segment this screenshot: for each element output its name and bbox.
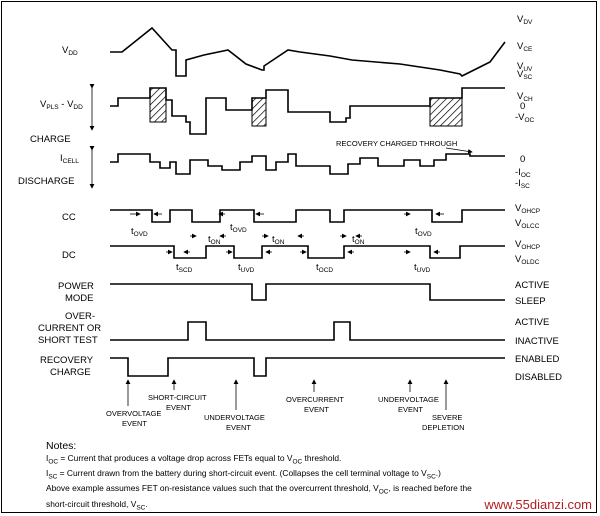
event-short-circuit-1: SHORT-CIRCUIT	[148, 393, 207, 402]
event-overcurrent-2: EVENT	[304, 405, 330, 414]
event-undervoltage-a1: UNDERVOLTAGE	[204, 413, 265, 422]
vsc-label: $V_{SC}$	[517, 69, 533, 81]
recovery-label-1: RECOVERY	[40, 355, 94, 366]
event-overvoltage-2: EVENT	[122, 419, 148, 428]
event-depletion-2: DEPLETION	[422, 423, 465, 432]
vohcp-dc-label: $V_{OHCP}$	[515, 239, 541, 251]
watermark: www.55dianzi.com	[484, 497, 592, 512]
t-ovd-label-1: $t_{OVD}$	[131, 226, 148, 238]
charge-label: CHARGE	[30, 134, 71, 145]
recovery-label-2: CHARGE	[50, 367, 91, 378]
t-on-label-1: $t_{ON}$	[208, 234, 221, 246]
notes-heading: Notes:	[46, 440, 77, 452]
enabled-label: ENABLED	[515, 354, 560, 365]
t-ovd-label-3: $t_{OVD}$	[415, 226, 432, 238]
oc-test-waveform	[110, 322, 505, 340]
note-assumption-2: short-circuit threshold, $V_{SC}$.	[46, 498, 148, 512]
vpls-vdd-label: $V_{PLS} - V_{DD}$	[40, 99, 83, 111]
event-overvoltage-1: OVERVOLTAGE	[106, 409, 162, 418]
icell-waveform	[110, 154, 505, 174]
ioc-label: $-I_{OC}$	[515, 167, 531, 179]
voc-label: $-V_{OC}$	[515, 112, 535, 124]
active-oc-label: ACTIVE	[515, 317, 550, 328]
cc-waveform	[110, 210, 505, 222]
note-assumption-1: Above example assumes FET on-resistance values such that the overcurrent threshold, $V_{OC}$, is reached before the	[46, 483, 472, 497]
vce-label: $V_{CE}$	[517, 41, 533, 53]
vuv-label: $V_{UV}$	[517, 61, 533, 73]
sleep-label: SLEEP	[515, 296, 546, 307]
vdd-label: $V_{DD}$	[62, 45, 78, 57]
event-undervoltage-b2: EVENT	[398, 405, 424, 414]
hatch-depletion	[430, 98, 462, 126]
note-isc: $I_{SC}$ = Current drawn from the battery during short-circuit event. (Collapses the cell terminal voltage to $V_{SC}$.)	[46, 468, 441, 481]
vohcp-cc-label: $V_{OHCP}$	[515, 203, 541, 215]
recovery-waveform	[110, 358, 505, 376]
t-on-label-2: $t_{ON}$	[272, 234, 285, 246]
t-on-label-3: $t_{ON}$	[352, 234, 365, 246]
t-ovd-label-2: $t_{OVD}$	[230, 222, 247, 234]
voldc-label: $V_{OLDC}$	[515, 254, 540, 266]
t-scd-label: $t_{SCD}$	[176, 262, 193, 274]
t-uvd-label-1: $t_{UVD}$	[238, 262, 255, 274]
event-undervoltage-b1: UNDERVOLTAGE	[378, 395, 439, 404]
t-ocd-label: $t_{OCD}$	[316, 262, 334, 274]
icell-label: $I_{CELL}$	[60, 153, 79, 165]
power-mode-label-1: POWER	[58, 281, 94, 292]
oc-label-3: SHORT TEST	[38, 335, 98, 346]
volcc-label: $V_{OLCC}$	[515, 218, 540, 230]
event-undervoltage-a2: EVENT	[226, 423, 252, 432]
power-mode-label-2: MODE	[65, 293, 94, 304]
vdv-label: $V_{DV}$	[517, 14, 533, 26]
oc-label-2: CURRENT OR	[38, 323, 102, 334]
oc-label-1: OVER-	[65, 311, 96, 322]
discharge-label: DISCHARGE	[18, 176, 75, 187]
inactive-label: INACTIVE	[515, 336, 559, 347]
hatch-overvoltage	[150, 88, 166, 122]
recovery-charged-through-label: RECOVERY CHARGED THROUGH	[336, 139, 458, 148]
dc-label: DC	[62, 250, 76, 261]
event-overcurrent-1: OVERCURRENT	[286, 395, 344, 404]
hatch-undervoltage	[252, 98, 266, 126]
active-label: ACTIVE	[515, 280, 550, 291]
vdd-waveform	[110, 28, 505, 76]
event-short-circuit-2: EVENT	[166, 403, 192, 412]
note-ioc: $I_{OC}$ = Current that produces a voltage drop across FETs equal to $V_{OC}$ threshold.	[46, 453, 342, 466]
cc-label: CC	[62, 212, 76, 223]
zero-v-label: 0	[520, 101, 526, 112]
t-uvd-label-2: $t_{UVD}$	[414, 262, 431, 274]
power-mode-waveform	[110, 284, 505, 300]
zero-i-label: 0	[520, 154, 526, 165]
disabled-label: DISABLED	[515, 372, 562, 383]
vch-label: $V_{CH}$	[517, 91, 533, 103]
recovery-charged-through-arrow	[446, 148, 472, 152]
event-depletion-1: SEVERE	[432, 413, 463, 422]
isc-label: $-I_{SC}$	[515, 178, 530, 190]
